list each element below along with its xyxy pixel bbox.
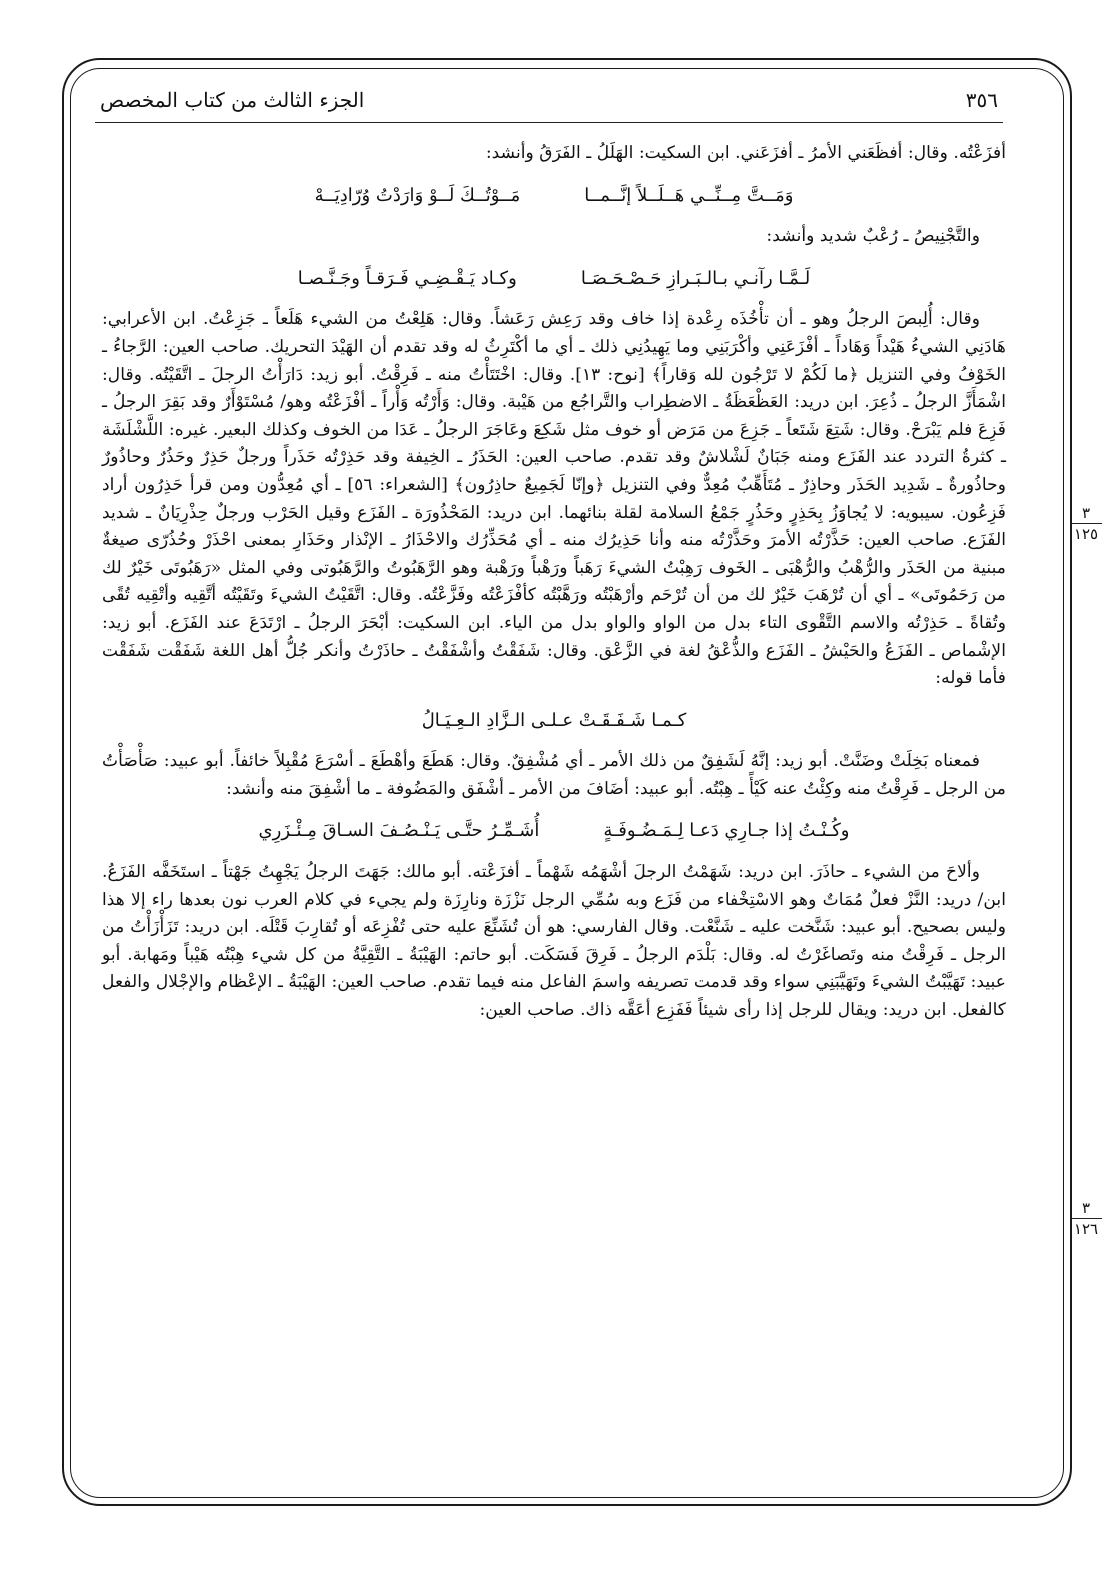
paragraph: وقال: أُلِبصَ الرجلُ وهو ـ أن تأْخُذَه رِعْدة إذا خاف وقد رَعِش رَعَشاً. وقال: هَلِعْتُ من الشيء هَلَعاً ـ جَزِعْتُ. ابن الأعرابي: هَادَنِي الشيءُ هَيْداً وَهَاداً ـ أفْزَعَنِي وأكْرَبَنِي وما يَهِيدُنِي ذلك ـ أي ما أكْتَرِثُ له وقد تقدم أن الهَيْدَ التحريك. صاحب العين: الرَّجاءُ ـ الخَوْفُ وفي التنزيل ﴿ما لَكُمْ لا تَرْجُون لله وَقاراً﴾ [نوح: ١٣]. وقال: اخْتَتَأْتُ منه ـ فَرِقْتُ. أبو زيد: دَارَأْتُ الرجلَ ـ اتَّقَيْتُه. وقال: اشْمَأَزَّ الرجلُ ـ ذُعِرَ. ابن دريد: العَظْعَظَةُ ـ الاضطِراب والتَّراجُع من هَيْبة. وقال: وَأَرْتُه وَأْراً ـ أفْزَعْتُه وهو/ مُسْتَوْأَرٌ وقد بَقِرَ الرجلُ ـ فَزِعَ فلم يَبْرَحْ. وقال: شَتِعَ شَتَعاً ـ جَزِعَ من مَرَض أو خوف مثل شَكِعَ وعَاجَرَ الرجلُ ـ عَدَا من الخوف وكذلك البعير. غيره: اللَّشْلَشَة ـ كثرةُ التردد عند الفَزَع ومنه جَبَانٌ لَشْلاشٌ وقد تقدم. صاحب العين: الحَذَرُ ـ الخِيفة وقد حَذِرْتُه حَذَراً ورجلٌ حَذِرٌ وحَذُرٌ وحاذُورٌ وحاذُورةٌ ـ شَدِيد الحَذَر وحاذِرٌ ـ مُتَأَهِّبٌ مُعِدٌّ وفي التنزيل ﴿وإنّا لَجَمِيعٌ حاذِرُون﴾ [الشعراء: ٥٦] ـ أي مُعِدُّون ومن قرأ حَذِرُون أراد فَزِعُون. سيبويه: لا يُجاوَزُ بِحَذِرٍ وحَذُرٍ جَمْعُ السلامة لقلة بنائهما. ابن دريد: المَحْذُورَة ـ الفَزَع وقيل الحَرْب ورجلٌ حِذْرِيَانٌ ـ شديد الفَزَع. صاحب العين: حَذَّرْتُه الأمرَ وحَذَّرْتُه منه وأنا حَذِيرُك منه ـ أي مُحَذِّرُك والاحْذَارُ ـ الإنْذار وحَذَارِ بمعنى احْذَرْ وحُذُرّى صيغةٌ مبنية من الحَذَر والرُّهْبُ والرُّهْبَى ـ الخَوف رَهِبْتُ الشيءَ رَهَباً ورَهْباً ورَهْبة وهو الرَّهَبُوتُ والرَّهَبُوتى وفي المثل «رَهَبُوتَى خَيْرٌ لك من رَحَمُوتَى» ـ أي أن تُرْهَبَ خَيْرٌ لك من أن تُرْحَم وأرْهَبْتُه ورَهَّبْتُه كأفْزَعْتُه وفَزَّعْتُه. وقال: اتَّقَيْتُ الشيءَ وتَقَيْتُه أتَّقِيه وأتْقِيه تُقًى وتُقاةً ـ حَذِرْتُه والاسم التَّقْوى التاء بدل من الواو والواو بدل من الياء. ابن السكيت: أبْحَرَ الرجلُ ـ ارْتَدَعَ عند الفَزَع. أبو زيد: الإشْماص ـ الفَزَعُ والحَيْشُ ـ الفَزَع والذُّعْقُ لغة في الزَّعْق. وقال: شَفَقْتُ وأشْفَقْتُ ـ حاذَرْتُ وأنكر جُلُّ أهل اللغة شَفَقْت شَفَقْت فأما قوله:: [102, 309, 1007, 689]
margin-folio-top: ٣: [1081, 504, 1091, 522]
verse-hemistich: وكـاد يَـقْـضِـي فَـرَقـاً وجَـنَّـصـا: [297, 267, 517, 289]
margin-folio-bottom: ١٢٦: [1073, 1220, 1099, 1238]
header-rule: [95, 122, 1003, 123]
paragraph: والتَّجْنِيصُ ـ رُعْبٌ شديد وأنشد:: [766, 226, 980, 247]
margin-folio-divider: [1070, 523, 1102, 524]
verse-hemistich: وَمَــتَّ مِــنِّــي هَــلَــلاً إنَّــمــا: [584, 184, 794, 206]
margin-folio-note: [1066, 505, 1106, 542]
page-header: [100, 80, 998, 120]
page-number: ٣٥٦: [965, 88, 998, 112]
paragraph: فمعناه بَخِلَتْ وضَنَّتْ. أبو زيد: إنَّهُ لَشَفِقٌ من ذلك الأمر ـ أي مُشْفِقٌ. وقال: هَطَعَ وأهْطَعَ ـ أسْرَعَ مُقْبِلاً خائفاً. أبو عبيد: صَأْصَأْتُ من الرجل ـ فَرِقْتُ منه وكِئْتُ عنه كَيْأً ـ هِبْتُه. أبو عبيد: أضَافَ من الأمر ـ أشْفَق والمَضُوفة ـ ما أشْفِقَ منه وأنشد:: [102, 751, 1006, 799]
paragraph: وألاحَ من الشيء ـ حاذَرَ. ابن دريد: شَهَمْتُ الرجلَ أشْهَمُه شَهْماً ـ أفزَعْته. أبو مالك: جَهَتَ الرجلُ يَجْهِتُ جَهْتاً ـ استَخَفَّه الفَزَعُ. ابن/ دريد: النَّزْ فعلٌ مُمَاتٌ وهو الاسْتِخْفاء من فَزَع وبه سُمِّي الرجل نَزْزَة ونارِزَة ولم يجيء في كلام العرب نون بعدها راء إلا هذا وليس بصحيح. أبو عبيد: شَنَّخت عليه ـ شَنَّعْت. وقال الفارسي: هو أن تُشَنِّعَ عليه حتى تُفْزِعَه أو تُقارِبَ قَتْلَه. ابن دريد: تَزَأْزَأْتُ من الرجل ـ فَرِقْتُ منه وتَصاغَرْتُ له. وقال: بَلْدَم الرجلُ ـ فَرِقَ فَسَكَت. أبو حاتم: الهَيْبَةُ ـ التَّقِيَّةُ من كل شيء هِبْتُه هَيْباً ومَهابة. أبو عبيد: تَهَيَّبْتُ الشيءَ وتَهَيَّبَنِي سواء وقد قدمت تصريفه واسمَ الفاعل منه فيما تقدم. صاحب العين: الهَيْبَةُ ـ الإعْظام والإجْلال والفعل كالفعل. ابن دريد: ويقال للرجل إذا رأى شيئاً فَفَزِع أعَقَّه ذاك. صاحب العين:: [102, 862, 1006, 1021]
verse-hemistich: مَــوْتُــكَ لَــوْ وَارَدْتُ وُرّادِيَــهْ: [314, 184, 521, 206]
margin-folio-bottom: ١٢٥: [1073, 525, 1099, 543]
page-body: [102, 140, 1006, 1476]
verse-hemistich: وكُـنْـتُ إذا جـارِي دَعـا لِـمَـضُـوفَـةٍ: [603, 820, 850, 842]
verse-line: [102, 265, 1006, 293]
paragraph: أفزَعْتُه. وقال: أفظَعَني الأمرُ ـ أفزَعَني. ابن السكيت: الهَلَلُ ـ الفَرَقُ وأنشد:: [485, 143, 1006, 163]
verse-hemistich: لَـمَّـا رآنـي بـالـبَـرازِ حَـصْـحَـصَـا: [580, 267, 811, 289]
verse-line: [102, 182, 1006, 210]
verse-line: [102, 817, 1006, 845]
verse-hemistich: كـمـا شَـفَـقَـتْ عـلـى الـزَّادِ الـعِـيَـالُ: [421, 709, 687, 731]
running-title: الجزء الثالث من كتاب المخصص: [100, 88, 365, 112]
margin-folio-top: ٣: [1081, 1199, 1091, 1217]
margin-folio-divider: [1070, 1218, 1102, 1219]
margin-folio-note: [1066, 1200, 1106, 1237]
verse-line: [102, 707, 1006, 735]
verse-hemistich: أُشَـمِّـرُ حتَّـى يَـنْـصُـفَ السـاقَ مِـئْـزَرِي: [258, 820, 540, 842]
